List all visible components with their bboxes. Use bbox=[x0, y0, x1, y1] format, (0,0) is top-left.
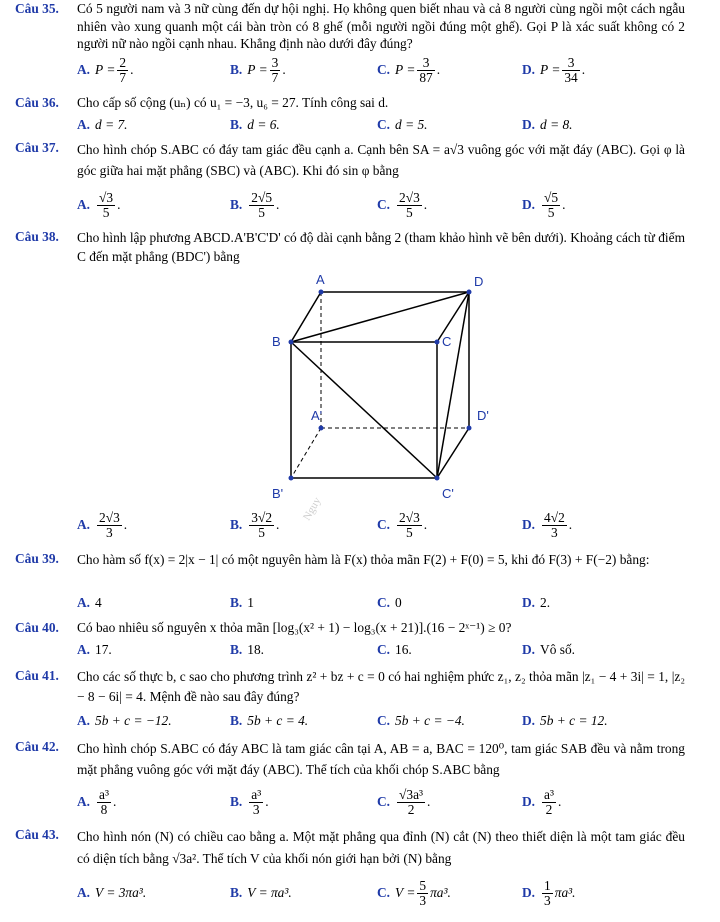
question-text: Cho hình nón (N) có chiều cao bằng a. Một mặt phẳng qua đỉnh (N) cắt (N) theo thiết diện là một tam giác đều có diện tích bằng √3a². Thể tích V của khối nón giới hạn bởi (N) bằng bbox=[77, 829, 685, 866]
option-b[interactable]: B. P = $\frac{3}{7}$ . bbox=[230, 55, 286, 86]
question-42 bbox=[15, 738, 685, 780]
options-43 bbox=[77, 876, 697, 910]
option-b[interactable]: B. 5b + c = 4. bbox=[230, 713, 309, 728]
cube-figure bbox=[260, 268, 510, 504]
option-b[interactable]: B. V = πa³. bbox=[230, 885, 292, 900]
question-37 bbox=[15, 139, 685, 181]
option-c[interactable]: C. $\frac{2√3}{5}$ . bbox=[377, 190, 428, 221]
question-number: Câu 36. bbox=[15, 95, 59, 110]
label-d: D bbox=[474, 274, 484, 289]
question-text: Cho hình chóp S.ABC có đáy ABC là tam giác cân tại A, AB = a, BAC = 120⁰, tam giác SAB đều và nằm trong mặt phẳng vuông góc với mặt đáy (ABC). Thể tích của khối chóp S.ABC bằng bbox=[77, 741, 685, 777]
point-d bbox=[467, 290, 472, 295]
question-number: Câu 35. bbox=[15, 1, 59, 16]
question-text: Cho hình chóp S.ABC có đáy tam giác đều cạnh a. Cạnh bên SA = a√3 vuông góc với mặt đáy (ABC). Gọi φ là góc giữa hai mặt phẳng (SBC) và (ABC). Khi đó sin φ bằng bbox=[77, 142, 685, 178]
question-number: Câu 37. bbox=[15, 140, 59, 155]
label-a: A bbox=[316, 272, 325, 287]
option-d[interactable]: D. $\frac{√5}{5}$ . bbox=[522, 190, 566, 221]
option-d[interactable]: D. $\frac{\text{a³}}{2}$ . bbox=[522, 787, 562, 818]
options-40 bbox=[77, 633, 697, 667]
question-41 bbox=[15, 667, 685, 707]
option-a[interactable]: A. P = $\frac{2}{7}$ . bbox=[77, 55, 134, 86]
option-b[interactable]: B. d = 6. bbox=[230, 117, 280, 132]
option-d[interactable]: D. $\frac{1}{3}$ πa³. bbox=[522, 878, 576, 909]
options-39 bbox=[77, 586, 697, 620]
question-text: Cho cấp số cộng (uₙ) có u₁ = −3, u₆ = 27. Tính công sai d. bbox=[77, 95, 389, 110]
option-a[interactable]: A. $\frac{2√3}{3}$ . bbox=[77, 510, 128, 541]
point-a1 bbox=[319, 426, 324, 431]
question-text: Có bao nhiêu số nguyên x thỏa mãn [log₃(x² + 1) − log₃(x + 21)].(16 − 2ˣ⁻¹) ≥ 0? bbox=[77, 620, 512, 635]
watermark: Nguy bbox=[300, 495, 324, 523]
hidden-edge-a1b1 bbox=[291, 428, 321, 478]
option-b[interactable]: B. $\frac{2√5}{5}$ . bbox=[230, 190, 280, 221]
options-36 bbox=[77, 108, 697, 142]
option-c[interactable]: C. $\frac{\text{√3a³}}{2}$ . bbox=[377, 787, 431, 818]
option-a[interactable]: A. 5b + c = −12. bbox=[77, 713, 172, 728]
question-38 bbox=[15, 228, 685, 266]
option-a[interactable]: A. V = 3πa³. bbox=[77, 885, 147, 900]
point-d1 bbox=[467, 426, 472, 431]
option-c[interactable]: C. $\frac{2√3}{5}$ . bbox=[377, 510, 428, 541]
question-number: Câu 39. bbox=[15, 551, 59, 566]
option-d[interactable]: D. Vô số. bbox=[522, 642, 575, 657]
label-c: C bbox=[442, 334, 452, 349]
label-a1: A' bbox=[311, 408, 323, 423]
label-d1: D' bbox=[477, 408, 489, 423]
question-number: Câu 41. bbox=[15, 668, 59, 683]
option-a[interactable]: A. $\frac{\text{a³}}{8}$ . bbox=[77, 787, 117, 818]
question-35 bbox=[15, 0, 685, 53]
option-c[interactable]: C. V = $\frac{5}{3}$ πa³. bbox=[377, 878, 451, 909]
option-b[interactable]: B. 1 bbox=[230, 595, 254, 610]
question-number: Câu 38. bbox=[15, 229, 59, 244]
label-b: B bbox=[272, 334, 281, 349]
options-41 bbox=[77, 704, 697, 738]
options-37 bbox=[77, 188, 697, 222]
question-number: Câu 40. bbox=[15, 620, 59, 635]
option-d[interactable]: D. 2. bbox=[522, 595, 551, 610]
option-b[interactable]: B. 18. bbox=[230, 642, 265, 657]
point-b1 bbox=[289, 476, 294, 481]
question-text: Cho hàm số f(x) = 2|x − 1| có một nguyên hàm là F(x) thỏa mãn F(2) + F(0) = 5, khi đó F(3) + F(−2) bằng: bbox=[77, 552, 650, 567]
option-a[interactable]: A. 4 bbox=[77, 595, 102, 610]
question-text: Cho các số thực b, c sao cho phương trình z² + bz + c = 0 có hai nghiệm phức z₁, z₂ thỏa mãn |z₁ − 4 + 3i| = 1, |z₂ − 8 − 6i| = 4. Mệnh đề nào sau đây đúng? bbox=[77, 669, 685, 704]
label-c1: C' bbox=[442, 486, 454, 501]
options-42 bbox=[77, 785, 697, 819]
option-d[interactable]: D. d = 8. bbox=[522, 117, 573, 132]
option-c[interactable]: C. P = $\frac{3}{87}$ . bbox=[377, 55, 441, 86]
option-c[interactable]: C. 0 bbox=[377, 595, 402, 610]
option-d[interactable]: D. P = $\frac{3}{34}$ . bbox=[522, 55, 586, 86]
option-c[interactable]: C. d = 5. bbox=[377, 117, 428, 132]
point-b bbox=[289, 340, 294, 345]
point-c bbox=[435, 340, 440, 345]
option-b[interactable]: B. $\frac{3√2}{5}$ . bbox=[230, 510, 280, 541]
option-a[interactable]: A. d = 7. bbox=[77, 117, 128, 132]
option-a[interactable]: A. 17. bbox=[77, 642, 112, 657]
options-35 bbox=[77, 53, 697, 87]
question-39 bbox=[15, 550, 685, 570]
diagonal-dc1 bbox=[437, 292, 469, 478]
options-38 bbox=[77, 508, 697, 542]
point-c1 bbox=[435, 476, 440, 481]
option-b[interactable]: B. $\frac{\text{a³}}{3}$ . bbox=[230, 787, 269, 818]
option-c[interactable]: C. 5b + c = −4. bbox=[377, 713, 465, 728]
label-b1: B' bbox=[272, 486, 284, 501]
point-a bbox=[319, 290, 324, 295]
question-43 bbox=[15, 826, 685, 870]
option-d[interactable]: D. 5b + c = 12. bbox=[522, 713, 608, 728]
question-text: Có 5 người nam và 3 nữ cùng đến dự hội nghị. Họ không quen biết nhau và cả 8 người cùng ngồi một cách ngẫu nhiên vào xung quanh một cái bàn tròn có 8 ghế (mỗi người ngồi đúng một ghế). Gọi P là xác suất không có 2 người nữ nào ngồi cạnh nhau. Khẳng định nào dưới đây đúng? bbox=[77, 1, 685, 51]
question-text: Cho hình lập phương ABCD.A'B'C'D' có độ dài cạnh bằng 2 (tham khảo hình vẽ bên dưới). Khoảng cách từ điểm C đến mặt phẳng (BDC') bằng bbox=[77, 230, 685, 264]
question-number: Câu 43. bbox=[15, 827, 59, 842]
question-number: Câu 42. bbox=[15, 739, 59, 754]
option-c[interactable]: C. 16. bbox=[377, 642, 412, 657]
option-a[interactable]: A. $\frac{√3}{5}$ . bbox=[77, 190, 121, 221]
option-d[interactable]: D. $\frac{4√2}{3}$ . bbox=[522, 510, 573, 541]
